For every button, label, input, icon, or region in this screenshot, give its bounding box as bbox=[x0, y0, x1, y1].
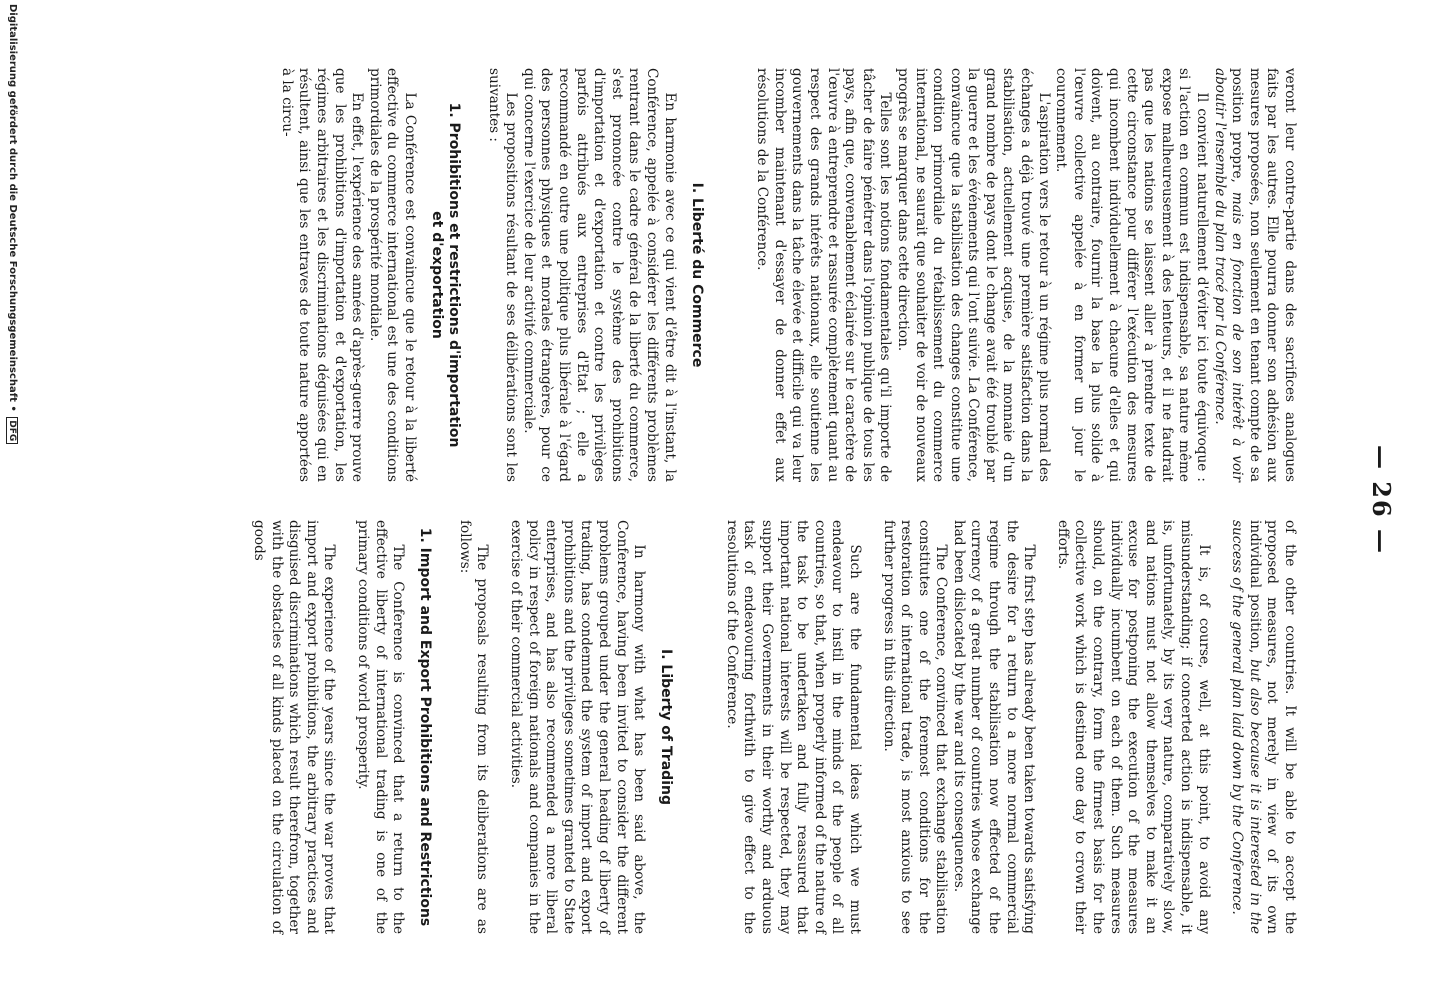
digitization-footer bbox=[6, 4, 18, 1000]
fr-paragraph-3: L'aspiration vers le retour à un régime plus normal des échanges a déjà trouvé une première satisfaction dans la stabilisation, actuellement acquise, de la monnaie d'un grand nombre de pays dont le change avait été troublé par la guerre et les événements qui l'ont suivie. La Conférence, convaincue que la stabilisation des changes constitue une condition primordiale du rétablissement du commerce international, ne saurait que souhaiter de voir de nouveaux progrès se marquer dans cette direction. bbox=[894, 68, 1052, 482]
column-french bbox=[277, 68, 1298, 482]
en-paragraph-1-text: of the other countries. It will be able to accept the proposed measures, not merely in view of its own individual position, bbox=[1246, 520, 1298, 934]
en-section-heading: I. Liberty of Trading bbox=[658, 649, 675, 805]
fr-section-heading: I. Liberté du Commerce bbox=[688, 182, 705, 368]
en-paragraph-3: The first step has already been taken towards satisfying the desire for a return to a more normal commercial regime through the stabilisation now effected of the currency of a great number of countries whose exchange had been dislocated by the war and its consequences. bbox=[950, 520, 1038, 934]
en-paragraph-4: Such are the fundamental ideas which we must endeavour to instil in the minds of the people of all countries, so that, when properly informed of the nature of the task to be undertaken and fully reassured that important national interests will be respected, they may support their Governments in their worthy and arduous task of endeavouring forthwith to give effect to the resolutions of the Conference. bbox=[723, 520, 863, 934]
fr-paragraph-1-italic: mais en fonction de son intérêt à voir aboutir l'ensemble du plan tracé par la Conférence. bbox=[1211, 68, 1246, 482]
fr-subsection-heading-line2: et d'exportation bbox=[429, 211, 446, 339]
en-paragraph-8: The experience of the years since the war proves that import and export prohibitions, the arbitrary practices and disguised discriminations which result therefrom, together with the obstacles of all kinds placed on the circulation of goods bbox=[251, 520, 338, 934]
dfg-logo: DFG bbox=[6, 417, 18, 444]
en-paragraph-3b: The Conference, convinced that exchange stabilisation constitutes one of the foremost conditions for the restoration of international trade, is most anxious to see further progress in this direction. bbox=[880, 520, 950, 934]
page-number: — 26 — bbox=[1367, 444, 1396, 556]
column-english bbox=[250, 520, 1299, 934]
fr-paragraph-2: Il convient naturellement d'éviter ici toute équivoque : si l'action en commun est indispensable, sa nature même expose malheureusement à des lenteurs, et il ne faudrait pas que les nations se laissent aller à prendre texte de cette circonstance pour différer l'exécution des mesures qui incombent individuellement à chacune d'elles et qui doivent, au contraire, fournir la base la plus solide à l'œuvre collective appelée à en former un jour le couronnement. bbox=[1053, 68, 1211, 482]
fr-paragraph-4: Telles sont les notions fondamentales qu'il importe de tâcher de faire pénétrer dans l'opinion publique de tous les pays, afin que, convenablement éclairée sur le caractère de l'œuvre à entreprendre et rassurée complètement quant au respect des grands intérêts nationaux, elle soutienne les gouvernements dans la tâche élevée et difficile qui va leur incomber maintenant d'essayer de donner effet aux résolutions de la Conférence. bbox=[754, 68, 894, 482]
en-subsection-heading: 1. Import and Export Prohibitions and Restrictions bbox=[417, 527, 434, 927]
en-paragraph-6: The proposals resulting from its deliberations are as follows: bbox=[456, 520, 491, 934]
fr-paragraph-8: En effet, l'expérience des années d'après-guerre prouve que les prohibitions d'importation et d'exportation, les régimes arbitraires et les discriminations déguisées qui en résultent, ainsi que les entraves de toute nature apportées à la circu- bbox=[278, 68, 366, 482]
fr-paragraph-1-text: veront leur contre-partie dans des sacrifices analogues faits par les autres. Elle pourra donner son adhésion aux mesures proposées, non seulement en tenant compte de sa position propre, bbox=[1229, 68, 1298, 482]
en-paragraph-1 bbox=[1228, 520, 1298, 934]
fr-subsection-heading-line1: 1. Prohibitions et restrictions d'importation bbox=[446, 102, 463, 448]
fr-paragraph-1 bbox=[1210, 68, 1298, 482]
en-paragraph-7: The Conference is convinced that a return to the effective liberty of international trading is one of the primary conditions of world prosperity. bbox=[355, 520, 407, 934]
fr-subsection-heading bbox=[428, 68, 462, 482]
en-paragraph-5: In harmony with what has been said above, the Conference, having been invited to consider the different problems grouped under the general heading of liberty of trading, has condemned the system of import and export prohibitions and the privileges sometimes granted to State enterprises, and has also recommended a more liberal policy in respect of foreign nationals and companies in the exercise of their commercial activities. bbox=[508, 520, 648, 934]
fr-paragraph-7: La Conférence est convaincue que le retour à la liberté effective du commerce international est une des conditions primordiales de la prospérité mondiale. bbox=[366, 68, 419, 482]
en-paragraph-2: It is, of course, well, at this point, to avoid any misunderstanding; if concerted action is indispensable, it is, unfortunately, by its very nature, comparatively slow, and nations must not allow themselves to make it an excuse for postponing the execution of the measures individually incumbent on each of them. Such measures should, on the contrary, form the firmest basis for the collective work which is destined one day to crown their efforts. bbox=[1054, 520, 1212, 934]
en-paragraph-1-italic: but also because it is interested in the success of the general plan laid down by the Conference. bbox=[1229, 520, 1263, 934]
fr-paragraph-5: En harmonie avec ce qui vient d'être dit à l'instant, la Conférence, appelée à considérer les différents problèmes rentrant dans le cadre général de la liberté du commerce, s'est prononcée contre le système des prohibitions d'importation et d'exportation et contre les privilèges parfois attribués aux entreprises d'Etat ; elle a recommandé en outre une politique plus libérale à l'égard des personnes physiques et morales étrangères, pour ce qui concerne l'exercice de leur activité commerciale. bbox=[520, 68, 678, 482]
footer-text: Digitalisierung gefördert durch die Deutsche Forschungsgemeinschaft • bbox=[7, 4, 18, 412]
fr-paragraph-6: Les propositions résultant de ses délibérations sont les suivantes : bbox=[485, 68, 520, 482]
